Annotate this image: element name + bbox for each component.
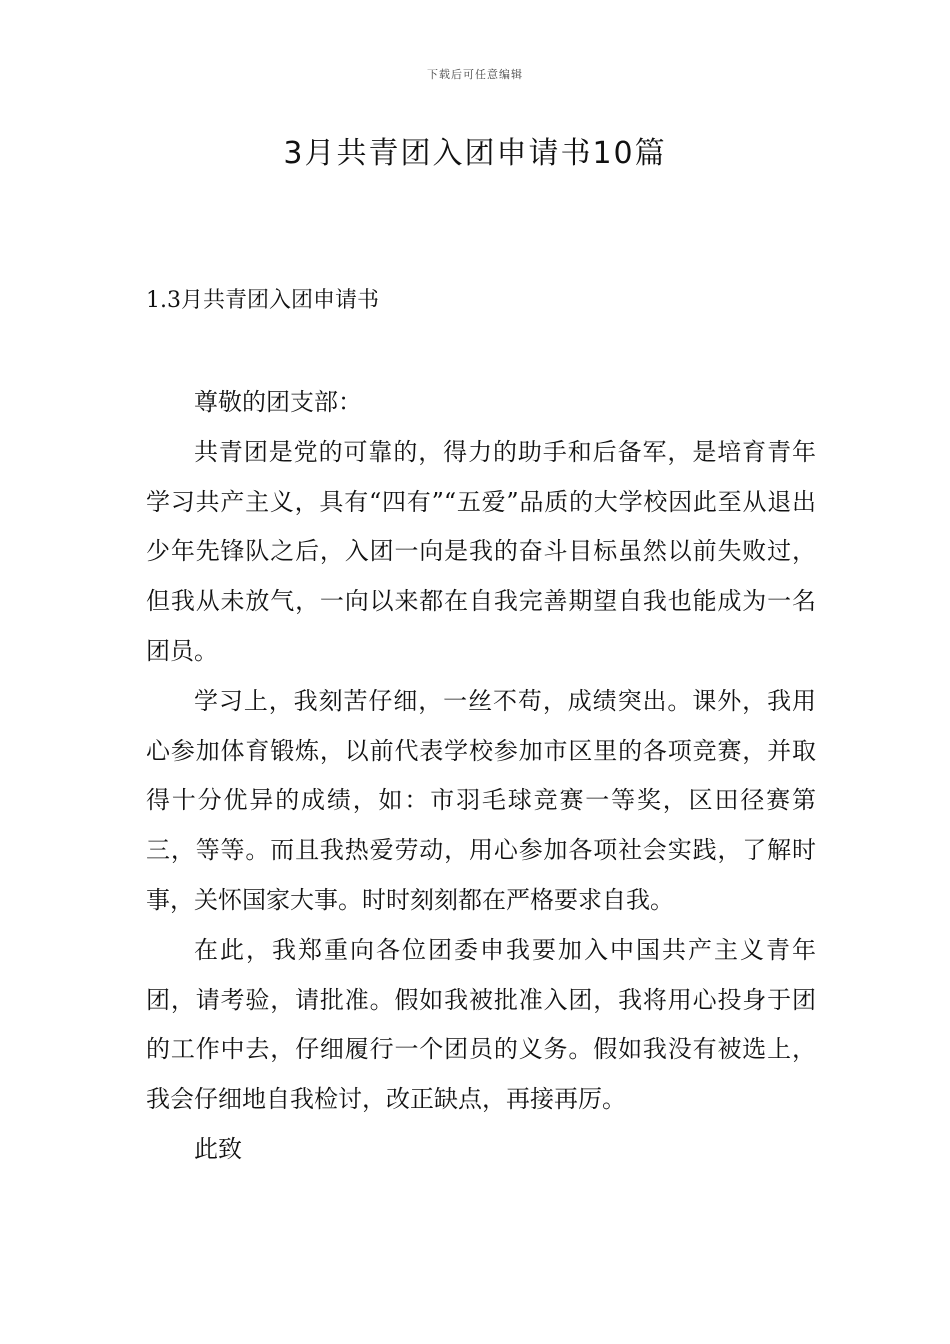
section-heading: 1.3月共青团入团申请书 xyxy=(146,288,379,313)
closing: 此致 xyxy=(194,1134,242,1163)
document-title: 3月共青团入团申请书10篇 xyxy=(283,136,667,171)
letter-body xyxy=(146,378,816,1175)
salutation: 尊敬的团支部： xyxy=(194,388,362,416)
paragraph-1: 共青团是党的可靠的，得力的助手和后备军，是培育青年学习共产主义，具有“四有”“五爱”品质的大学校因此至从退出少年先锋队之后，入团一向是我的奋斗目标虽然以前失败过，但我从未放气，一向以来都在自我完善期望自我也能成为一名团员。 xyxy=(146,437,816,665)
paragraph-2: 学习上，我刻苦仔细，一丝不苟，成绩突出。课外，我用心参加体育锻炼，以前代表学校参加市区里的各项竞赛，并取得十分优异的成绩，如：市羽毛球竞赛一等奖，区田径赛第三，等等。而且我热爱劳动，用心参加各项社会实践，了解时事，关怀国家大事。时时刻刻都在严格要求自我。 xyxy=(146,686,816,914)
paragraph-3: 在此，我郑重向各位团委申我要加入中国共产主义青年团，请考验，请批准。假如我被批准入团，我将用心投身于团的工作中去，仔细履行一个团员的义务。假如我没有被选上，我会仔细地自我检讨，改正缺点，再接再厉。 xyxy=(146,935,816,1114)
header-note: 下载后可任意编辑 xyxy=(427,68,523,81)
